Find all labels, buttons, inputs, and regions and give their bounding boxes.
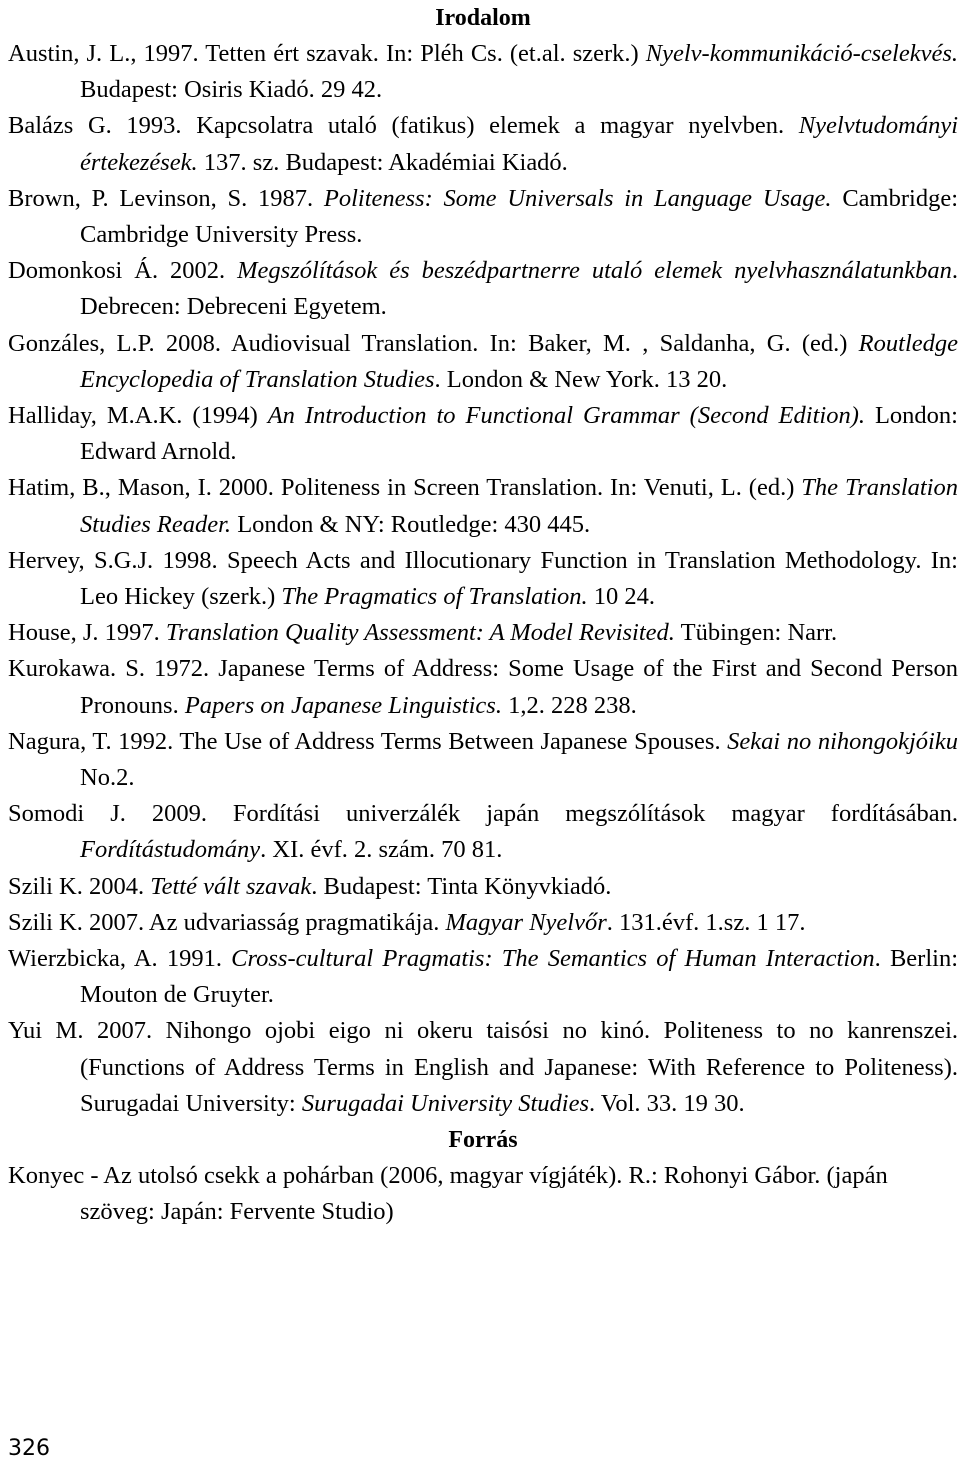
reference-entry — [8, 36, 958, 108]
reference-list — [8, 36, 958, 1122]
italic-title: Fordítástudomány — [80, 836, 261, 864]
italic-title: Nyelvtudományi értekezések. — [80, 112, 958, 176]
entry-text: Austin, J. L., 1997. Tetten ért szavak. In: Pléh Cs. (et.al. szerk.) — [8, 40, 646, 67]
entry-text: Hervey, S.G.J. 1998. Speech Acts and Illocutionary Function in Translation Methodology. In: Leo Hickey (szerk.) — [8, 546, 958, 611]
italic-title: Sekai no nihongokjóiku — [727, 727, 958, 755]
italic-title: Nyelv-kommunikáció-cselekvés. — [645, 40, 958, 67]
italic-title: Papers on Japanese Linguistics. — [184, 691, 502, 719]
reference-entry — [8, 941, 958, 1013]
entry-text: London: Edward Arnold. — [80, 402, 958, 466]
italic-title: An Introduction to Functional Grammar (Second Edition). — [267, 402, 865, 430]
entry-text: Somodi J. 2009. Fordítási univerzálék japán megszólítások magyar fordításában. — [8, 800, 958, 828]
reference-entry — [8, 796, 958, 868]
entry-text: Gonzáles, L.P. 2008. Audiovisual Translation. In: Baker, M. , Saldanha, G. (ed.) — [8, 329, 859, 357]
italic-title: The Translation Studies Reader. — [80, 474, 958, 538]
entry-text: . XI. évf. 2. szám. 70 81. — [260, 836, 503, 864]
entry-text: . London & New York. 13 20. — [434, 365, 728, 393]
source-entry — [8, 1158, 958, 1230]
entry-text: Domonkosi Á. 2002. — [8, 257, 238, 285]
entry-text: No.2. — [80, 764, 135, 792]
italic-title: Konyec - Az utolsó csekk a pohárban — [8, 1162, 375, 1190]
reference-entry — [8, 615, 958, 651]
italic-title: Tetté vált szavak — [150, 872, 312, 900]
entry-text: London & NY: Routledge: 430 445. — [231, 510, 591, 538]
entry-text: Wierzbicka, A. 1991. — [8, 945, 232, 973]
italic-title: The Pragmatics of Translation. — [281, 583, 588, 611]
reference-entry — [8, 181, 958, 253]
entry-text: Szili K. 2004. — [8, 872, 151, 900]
entry-text: Budapest: Osiris Kiadó. 29 42. — [80, 76, 383, 104]
entry-text: 1,2. 228 238. — [501, 691, 637, 719]
reference-entry — [8, 905, 958, 941]
reference-entry — [8, 543, 958, 615]
references-heading: Irodalom — [435, 5, 531, 31]
entry-text: Cambridge: Cambridge University Press. — [80, 184, 958, 249]
italic-title: Megszólítások és beszédpartnerre utaló elemek nyelvhasználatunkban — [237, 257, 952, 285]
italic-title: Cross-cultural Pragmatis: The Semantics of Human Interaction — [231, 945, 875, 973]
reference-entry — [8, 869, 958, 905]
reference-entry — [8, 108, 958, 180]
entry-text: 10 24. — [587, 583, 656, 611]
entry-text: . Vol. 33. 19 30. — [589, 1089, 745, 1117]
entry-text: . Budapest: Tinta Könyvkiadó. — [311, 872, 612, 900]
entry-text: . Berlin: Mouton de Gruyter. — [80, 945, 959, 1009]
entry-text: Nagura, T. 1992. The Use of Address Terms Between Japanese Spouses. — [8, 727, 728, 755]
entry-text: 137. sz. Budapest: Akadémiai Kiadó. — [197, 148, 568, 176]
italic-title: Magyar Nyelvőr — [445, 908, 607, 936]
entry-text: Brown, P. Levinson, S. 1987. — [8, 184, 324, 212]
reference-entry — [8, 326, 958, 398]
page-number: 326 — [8, 1436, 50, 1461]
entry-text: . 131.évf. 1.sz. 1 17. — [606, 908, 806, 936]
italic-title: Politeness: Some Universals in Language Usage. — [323, 184, 832, 212]
italic-title: Surugadai University Studies — [301, 1089, 589, 1117]
entry-text: House, J. 1997. — [8, 619, 166, 647]
italic-title: Routledge Encyclopedia of Translation Studies — [80, 329, 958, 393]
reference-entry — [8, 651, 958, 723]
entry-text: Tübingen: Narr. — [674, 619, 838, 647]
document-page — [8, 0, 958, 1231]
entry-text: Hatim, B., Mason, I. 2000. Politeness in Screen Translation. In: Venuti, L. (ed.) — [8, 474, 802, 502]
italic-title: Translation Quality Assessment: A Model Revisited. — [165, 619, 675, 647]
reference-entry — [8, 1013, 958, 1122]
reference-entry — [8, 398, 958, 470]
entry-text: Balázs G. 1993. Kapcsolatra utaló (fatikus) elemek a magyar nyelvben. — [8, 112, 799, 140]
entry-text: . Debrecen: Debreceni Egyetem. — [80, 257, 958, 321]
entry-text: Halliday, M.A.K. (1994) — [8, 402, 268, 430]
entry-text: Szili K. 2007. Az udvariasság pragmatikája. — [8, 908, 446, 936]
sources-heading: Forrás — [448, 1127, 518, 1154]
reference-entry — [8, 470, 958, 542]
entry-text: Kurokawa. S. 1972. Japanese Terms of Address: Some Usage of the First and Second Person Pronouns. — [8, 655, 958, 719]
reference-entry — [8, 253, 958, 325]
entry-text: Yui M. 2007. Nihongo ojobi eigo ni okeru taisósi no kinó. Politeness to no kanrenszei. (Functions of Address Terms in English and Japanese: With Reference to Politeness). Surugadai University: — [8, 1017, 958, 1117]
entry-text: (2006, magyar vígjáték). R.: Rohonyi Gábor. (japán szöveg: Japán: Fervente Studio) — [80, 1162, 888, 1226]
reference-entry — [8, 724, 958, 796]
source-list — [8, 1158, 958, 1230]
